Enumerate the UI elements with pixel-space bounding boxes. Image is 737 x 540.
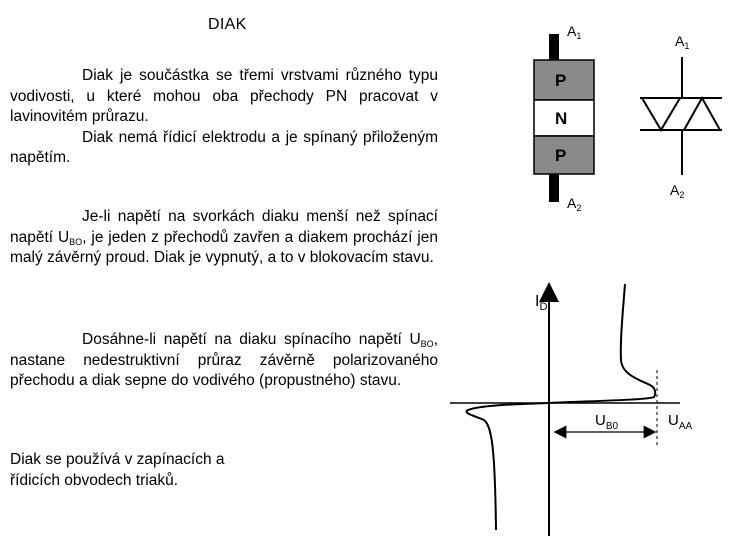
paragraph-definition: [10, 66, 438, 169]
characteristic-curve-negative: [466, 403, 549, 530]
paragraph-text-3a: Dosáhne-li napětí na diaku spínacího napětí U: [82, 331, 421, 348]
paragraph-text-1b: Diak nemá řídicí elektrodu a je spínaný přiloženým napětím.: [10, 128, 438, 166]
y-axis-label: $I_D$: [535, 293, 548, 313]
paragraph-blocking: [10, 207, 438, 269]
paragraph-text-1: Diak je součástka se třemi vrstvami různého typu vodivosti, u které mohou oba přechody PN pracovat v lavinovitém průrazu.: [10, 67, 438, 125]
symbol-label-a2: $A_2$: [670, 182, 685, 200]
terminal-label-a2: $A_2$: [567, 195, 582, 213]
uaa-label: $U_{AA}$: [668, 412, 693, 432]
layer-label-p-top: P: [555, 71, 567, 90]
page-title: DIAK: [208, 16, 247, 33]
paragraph-text-4: Diak se používá v zapínacích a řídicích obvodech triaků.: [10, 451, 225, 489]
diac-symbol-diagram: [630, 30, 730, 205]
diac-structure-diagram: [520, 16, 610, 216]
paragraph-text-3b: , nastane nedestruktivní průraz závěrně polarizovaného přechodu a diak sepne do vodivého (propustného) stavu.: [10, 331, 438, 389]
layer-label-n: N: [555, 109, 568, 128]
subscript-bo: BO: [420, 339, 434, 349]
bottom-lead: [549, 174, 559, 202]
layer-label-p-bottom: P: [555, 146, 567, 165]
top-lead: [549, 34, 559, 60]
paragraph-switching: [10, 330, 438, 392]
paragraph-text-2a: Je-li napětí na svorkách diaku menší než spínací napětí U: [10, 208, 438, 246]
symbol-triangle-right: [684, 98, 720, 130]
subscript-bo: BO: [69, 236, 83, 247]
terminal-label-a1: $A_1$: [567, 23, 582, 41]
paragraph-usage: [10, 450, 270, 491]
va-characteristic-diagram: [440, 270, 735, 538]
paragraph-text-2b: , je jeden z přechodů zavřen a diakem prochází jen malý závěrný proud. Diak je vypnutý, a to v blokovacím stavu.: [10, 228, 438, 266]
symbol-triangle-left: [642, 98, 680, 130]
symbol-label-a1: $A_1$: [675, 33, 690, 51]
characteristic-curve-positive: [549, 284, 655, 403]
ubo-label: $U_{B0}$: [595, 412, 619, 432]
